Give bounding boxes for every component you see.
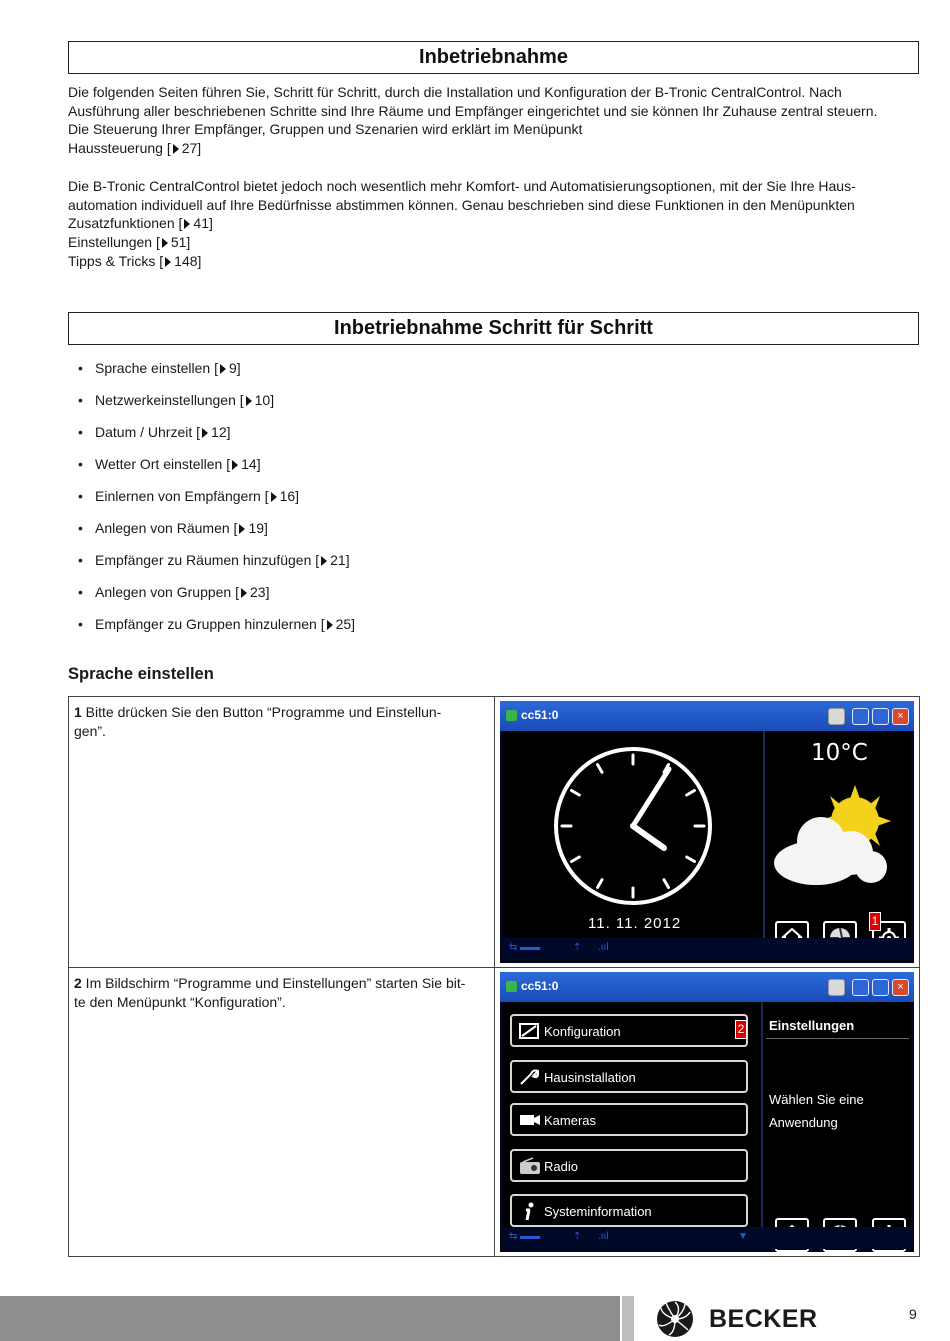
menu-label: Hausinstallation xyxy=(544,1070,636,1085)
ref-page: 51] xyxy=(170,234,191,251)
menu-item-kameras[interactable] xyxy=(510,1103,748,1136)
maximize-button[interactable] xyxy=(872,979,889,996)
options-line: Die B-Tronic CentralControl bietet jedoch noch wesentlich mehr Komfort- und Automatisierungsoptionen, mit der Sie Ihre Haus- xyxy=(68,178,856,194)
section-title-inbetriebnahme: Inbetriebnahme xyxy=(68,41,919,74)
ref-label: Haussteuerung [ xyxy=(68,140,171,157)
window-title: cc51:0 xyxy=(521,708,559,722)
device-screen xyxy=(503,731,911,960)
step-label: Sprache einstellen [ xyxy=(95,360,218,376)
wrench-icon xyxy=(519,1068,539,1086)
becker-logo-icon xyxy=(656,1300,694,1338)
step-label: Empfänger zu Gruppen hinzulernen [ xyxy=(95,616,325,632)
panel-divider xyxy=(761,1002,763,1227)
device-screen xyxy=(503,1002,911,1249)
clock-tick xyxy=(687,857,695,862)
marker-label: 2 xyxy=(735,1020,747,1039)
list-item[interactable] xyxy=(68,390,355,422)
list-item[interactable] xyxy=(68,550,355,582)
footer-bar-accent xyxy=(622,1296,634,1341)
brand-name: BECKER xyxy=(709,1305,818,1333)
temperature-display: 10°C xyxy=(811,740,868,766)
status-bar xyxy=(503,938,911,960)
list-item[interactable] xyxy=(68,454,355,486)
arrow-right-icon xyxy=(271,492,277,502)
minimize-button[interactable] xyxy=(852,708,869,725)
arrow-right-icon xyxy=(327,620,333,630)
ref-label: Einstellungen [ xyxy=(68,234,160,251)
close-button[interactable]: × xyxy=(892,979,909,996)
list-item[interactable] xyxy=(68,422,355,454)
arrow-right-icon xyxy=(162,238,168,248)
instruction-text: Bitte drücken Sie den Button “Programme und Einstellun- xyxy=(81,704,442,720)
table-row xyxy=(69,697,920,968)
clock-icon xyxy=(553,746,713,906)
instruction-cell xyxy=(69,697,495,968)
options-line: automation individuell auf Ihre Bedürfnisse abstimmen können. Genau beschrieben sind diese Funktionen in den Menüpunkten xyxy=(68,196,855,213)
ref-page: 41] xyxy=(193,215,213,232)
arrow-right-icon xyxy=(220,364,226,374)
intro-line: Ausführung aller beschriebenen Schritte sind Ihre Räume und Empfänger eingerichtet und sie können Ihr Zuhause zentral steuern. xyxy=(68,102,878,119)
close-button[interactable]: × xyxy=(892,708,909,725)
footer-bar xyxy=(0,1296,620,1341)
list-item[interactable] xyxy=(68,518,355,550)
antenna-icon: ⇡ xyxy=(573,942,582,953)
step-page: 25] xyxy=(335,616,356,632)
window-titlebar xyxy=(500,701,914,731)
clock-tick xyxy=(572,857,580,862)
menu-item-hausinstallation[interactable] xyxy=(510,1060,748,1093)
list-item[interactable] xyxy=(68,614,355,646)
clock-tick xyxy=(572,791,580,796)
step-label: Datum / Uhrzeit [ xyxy=(95,424,201,440)
instruction-cell xyxy=(69,968,495,1257)
network-icon: ⇆ ▬▬ xyxy=(509,1231,541,1242)
ref-page: 148] xyxy=(174,252,202,269)
section-title-schritt-fuer-schritt: Inbetriebnahme Schritt für Schritt xyxy=(68,312,919,345)
side-panel-text xyxy=(769,1088,909,1134)
antenna-icon: ⇡ xyxy=(573,1231,582,1242)
instruction-text: Im Bildschirm “Programme und Einstellungen” starten Sie bit- xyxy=(81,975,466,991)
divider xyxy=(766,1038,909,1039)
step-label: Anlegen von Räumen [ xyxy=(95,520,238,536)
menu-item-systeminformation[interactable] xyxy=(510,1194,748,1227)
arrow-right-icon xyxy=(321,556,327,566)
options-paragraph xyxy=(68,177,928,271)
table-row xyxy=(69,968,920,1257)
date-display: 11. 11. 2012 xyxy=(588,915,682,932)
step-label: Anlegen von Gruppen [ xyxy=(95,584,239,600)
window-titlebar xyxy=(500,972,914,1002)
clock-tick xyxy=(598,880,603,888)
intro-line: Die folgenden Seiten führen Sie, Schritt für Schritt, durch die Installation und Konfiguration der B-Tronic CentralControl. Nach xyxy=(68,84,842,100)
print-icon[interactable] xyxy=(828,979,845,996)
instruction-text: te den Menüpunkt “Konfiguration”. xyxy=(74,994,286,1010)
menu-label: Systeminformation xyxy=(544,1204,652,1219)
side-text-line: Wählen Sie eine xyxy=(769,1092,864,1107)
ref-haussteuerung[interactable] xyxy=(68,139,928,158)
clock-tick xyxy=(664,880,669,888)
arrow-right-icon xyxy=(239,524,245,534)
step-page: 14] xyxy=(241,456,261,472)
ref-zusatzfunktionen[interactable] xyxy=(68,214,928,233)
menu-item-konfiguration[interactable] xyxy=(510,1014,748,1047)
panel-divider xyxy=(763,731,765,938)
screenshot-home xyxy=(500,701,914,963)
screenshot-programs xyxy=(500,972,914,1252)
step-label: Einlernen von Empfängern [ xyxy=(95,488,269,504)
ref-label: Tipps & Tricks [ xyxy=(68,252,164,269)
config-icon xyxy=(519,1022,539,1040)
step-page: 23] xyxy=(250,584,270,600)
step-page: 16] xyxy=(279,488,300,504)
ref-tipps-tricks[interactable] xyxy=(68,252,928,271)
screenshot-cell xyxy=(495,968,920,1257)
marker-label: 1 xyxy=(869,912,881,931)
window-title: cc51:0 xyxy=(521,979,559,993)
step-page: 19] xyxy=(248,520,268,536)
step-page: 9] xyxy=(228,360,241,376)
step-page: 10] xyxy=(254,392,275,408)
step-label: Netzwerkeinstellungen [ xyxy=(95,392,244,408)
clock-tick xyxy=(687,791,695,796)
info-icon xyxy=(519,1202,539,1222)
menu-label: Radio xyxy=(544,1159,578,1174)
signal-icon: .ııl xyxy=(598,1231,609,1242)
arrow-right-icon xyxy=(232,460,238,470)
step-label: Empfänger zu Räumen hinzufügen [ xyxy=(95,552,320,568)
print-icon[interactable] xyxy=(828,708,845,725)
arrow-right-icon xyxy=(241,588,247,598)
radio-icon xyxy=(519,1157,541,1175)
page-number: 9 xyxy=(909,1306,917,1322)
screenshot-cell xyxy=(495,697,920,968)
app-icon xyxy=(506,710,517,721)
maximize-button[interactable] xyxy=(872,708,889,725)
scroll-down-icon[interactable]: ▼ xyxy=(738,1231,748,1242)
instruction-text: gen”. xyxy=(74,723,106,739)
list-item[interactable] xyxy=(68,486,355,518)
ref-einstellungen[interactable] xyxy=(68,233,928,252)
arrow-right-icon xyxy=(202,428,208,438)
status-bar xyxy=(503,1227,911,1249)
menu-label: Kameras xyxy=(544,1113,597,1128)
steps-list xyxy=(68,358,355,646)
intro-line: Die Steuerung Ihrer Empfänger, Gruppen und Szenarien wird erklärt im Menüpunkt xyxy=(68,121,583,138)
side-text-line: Anwendung xyxy=(769,1115,838,1130)
minimize-button[interactable] xyxy=(852,979,869,996)
camera-icon xyxy=(519,1111,541,1129)
ref-page: 27] xyxy=(181,140,202,157)
ref-label: Zusatzfunktionen [ xyxy=(68,215,183,232)
arrow-right-icon xyxy=(165,257,171,267)
instruction-table xyxy=(68,696,920,1257)
arrow-right-icon xyxy=(173,144,179,154)
arrow-right-icon xyxy=(246,396,252,406)
subheading-sprache: Sprache einstellen xyxy=(68,665,214,683)
network-icon: ⇆ ▬▬ xyxy=(509,942,541,953)
step-label: Wetter Ort einstellen [ xyxy=(95,456,231,472)
menu-item-radio[interactable] xyxy=(510,1149,748,1182)
step-number: 2 xyxy=(74,975,82,991)
step-page: 21] xyxy=(330,552,350,568)
menu-label: Konfiguration xyxy=(544,1024,621,1039)
arrow-right-icon xyxy=(184,219,190,229)
step-number: 1 xyxy=(74,704,82,720)
intro-paragraph xyxy=(68,83,928,158)
list-item[interactable] xyxy=(68,582,355,614)
step-page: 12] xyxy=(211,424,231,440)
clock-tick xyxy=(598,765,603,773)
signal-icon: .ııl xyxy=(598,942,609,953)
sun-cloud-icon xyxy=(771,781,911,891)
list-item[interactable] xyxy=(68,358,355,390)
side-panel-title: Einstellungen xyxy=(769,1018,855,1033)
app-icon xyxy=(506,981,517,992)
